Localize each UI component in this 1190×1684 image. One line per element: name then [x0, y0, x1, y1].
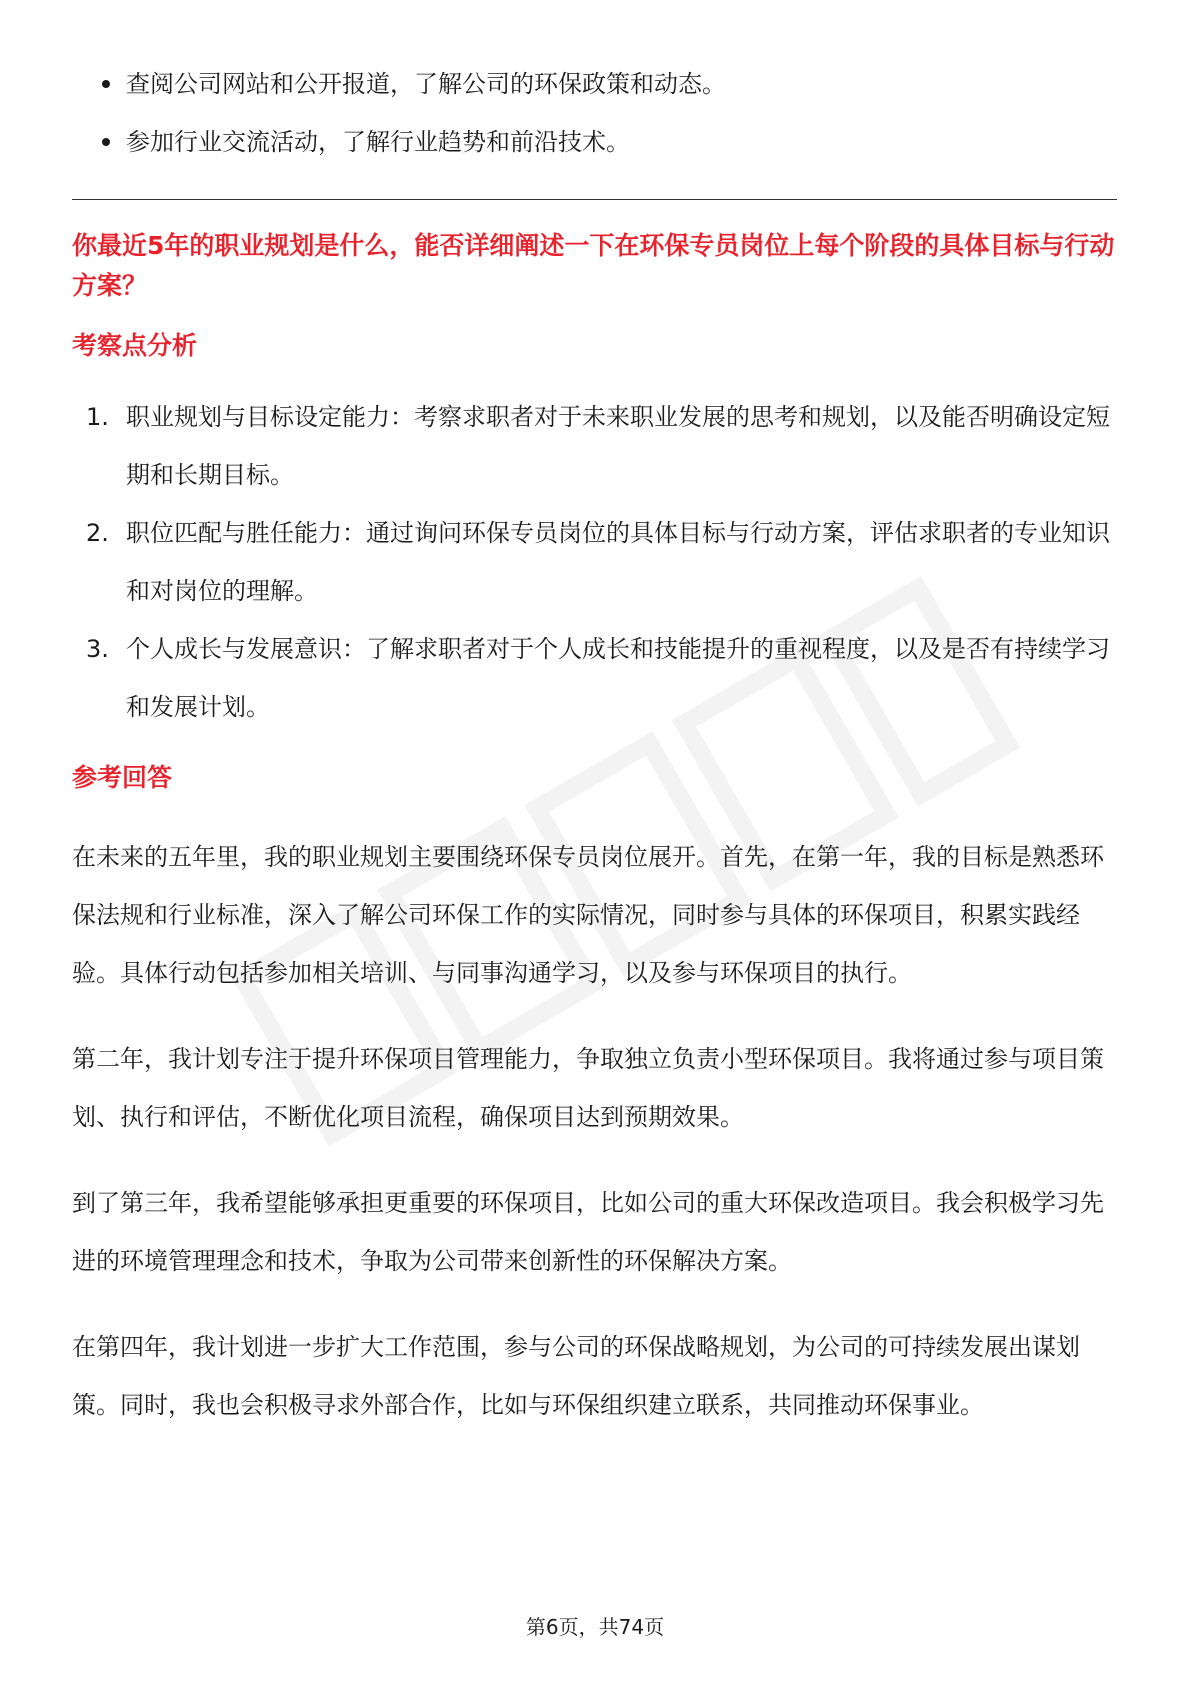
answer-heading: 参考回答 — [72, 763, 173, 792]
list-item — [72, 504, 1117, 620]
question-heading: 你最近5年的职业规划是什么，能否详细阐述一下在环保专员岗位上每个阶段的具体目标与行动方案？ — [72, 231, 1115, 300]
bullet-text: 查阅公司网站和公开报道，了解公司的环保政策和动态。 — [126, 70, 726, 98]
list-item-text: 个人成长与发展意识：了解求职者对于个人成长和技能提升的重视程度，以及是否有持续学习和发展计划。 — [126, 635, 1110, 721]
list-number: 2. — [86, 519, 109, 547]
answer-paragraph: 在第四年，我计划进一步扩大工作范围，参与公司的环保战略规划，为公司的可持续发展出谋划策。同时，我也会积极寻求外部合作，比如与环保组织建立联系，共同推动环保事业。 — [72, 1333, 1080, 1419]
answer-paragraph: 在未来的五年里，我的职业规划主要围绕环保专员岗位展开。首先，在第一年，我的目标是熟悉环保法规和行业标准，深入了解公司环保工作的实际情况，同时参与具体的环保项目，积累实践经验。具体行动包括参加相关培训、与同事沟通学习，以及参与环保项目的执行。 — [72, 843, 1104, 987]
page-content — [72, 55, 1117, 1434]
list-number: 3. — [86, 635, 109, 663]
list-item — [72, 620, 1117, 736]
list-item-text: 职位匹配与胜任能力：通过询问环保专员岗位的具体目标与行动方案，评估求职者的专业知识和对岗位的理解。 — [126, 519, 1110, 605]
list-number: 1. — [86, 403, 109, 431]
answer-paragraph: 第二年，我计划专注于提升环保项目管理能力，争取独立负责小型环保项目。我将通过参与项目策划、执行和评估，不断优化项目流程，确保项目达到预期效果。 — [72, 1045, 1104, 1131]
page-number: 第6页，共74页 — [525, 1615, 665, 1639]
answer-paragraph: 到了第三年，我希望能够承担更重要的环保项目，比如公司的重大环保改造项目。我会积极学习先进的环境管理理念和技术，争取为公司带来创新性的环保解决方案。 — [72, 1189, 1104, 1275]
analysis-heading: 考察点分析 — [72, 331, 198, 360]
bullet-dot — [102, 138, 110, 146]
analysis-list — [72, 388, 1117, 736]
list-item — [72, 388, 1117, 504]
list-item — [72, 55, 1117, 113]
bullet-dot — [102, 80, 110, 88]
bullet-list — [72, 55, 1117, 171]
list-item — [72, 113, 1117, 171]
list-item-text: 职业规划与目标设定能力：考察求职者对于未来职业发展的思考和规划，以及能否明确设定短期和长期目标。 — [126, 403, 1110, 489]
bullet-text: 参加行业交流活动，了解行业趋势和前沿技术。 — [126, 128, 630, 156]
section-divider — [72, 199, 1117, 200]
